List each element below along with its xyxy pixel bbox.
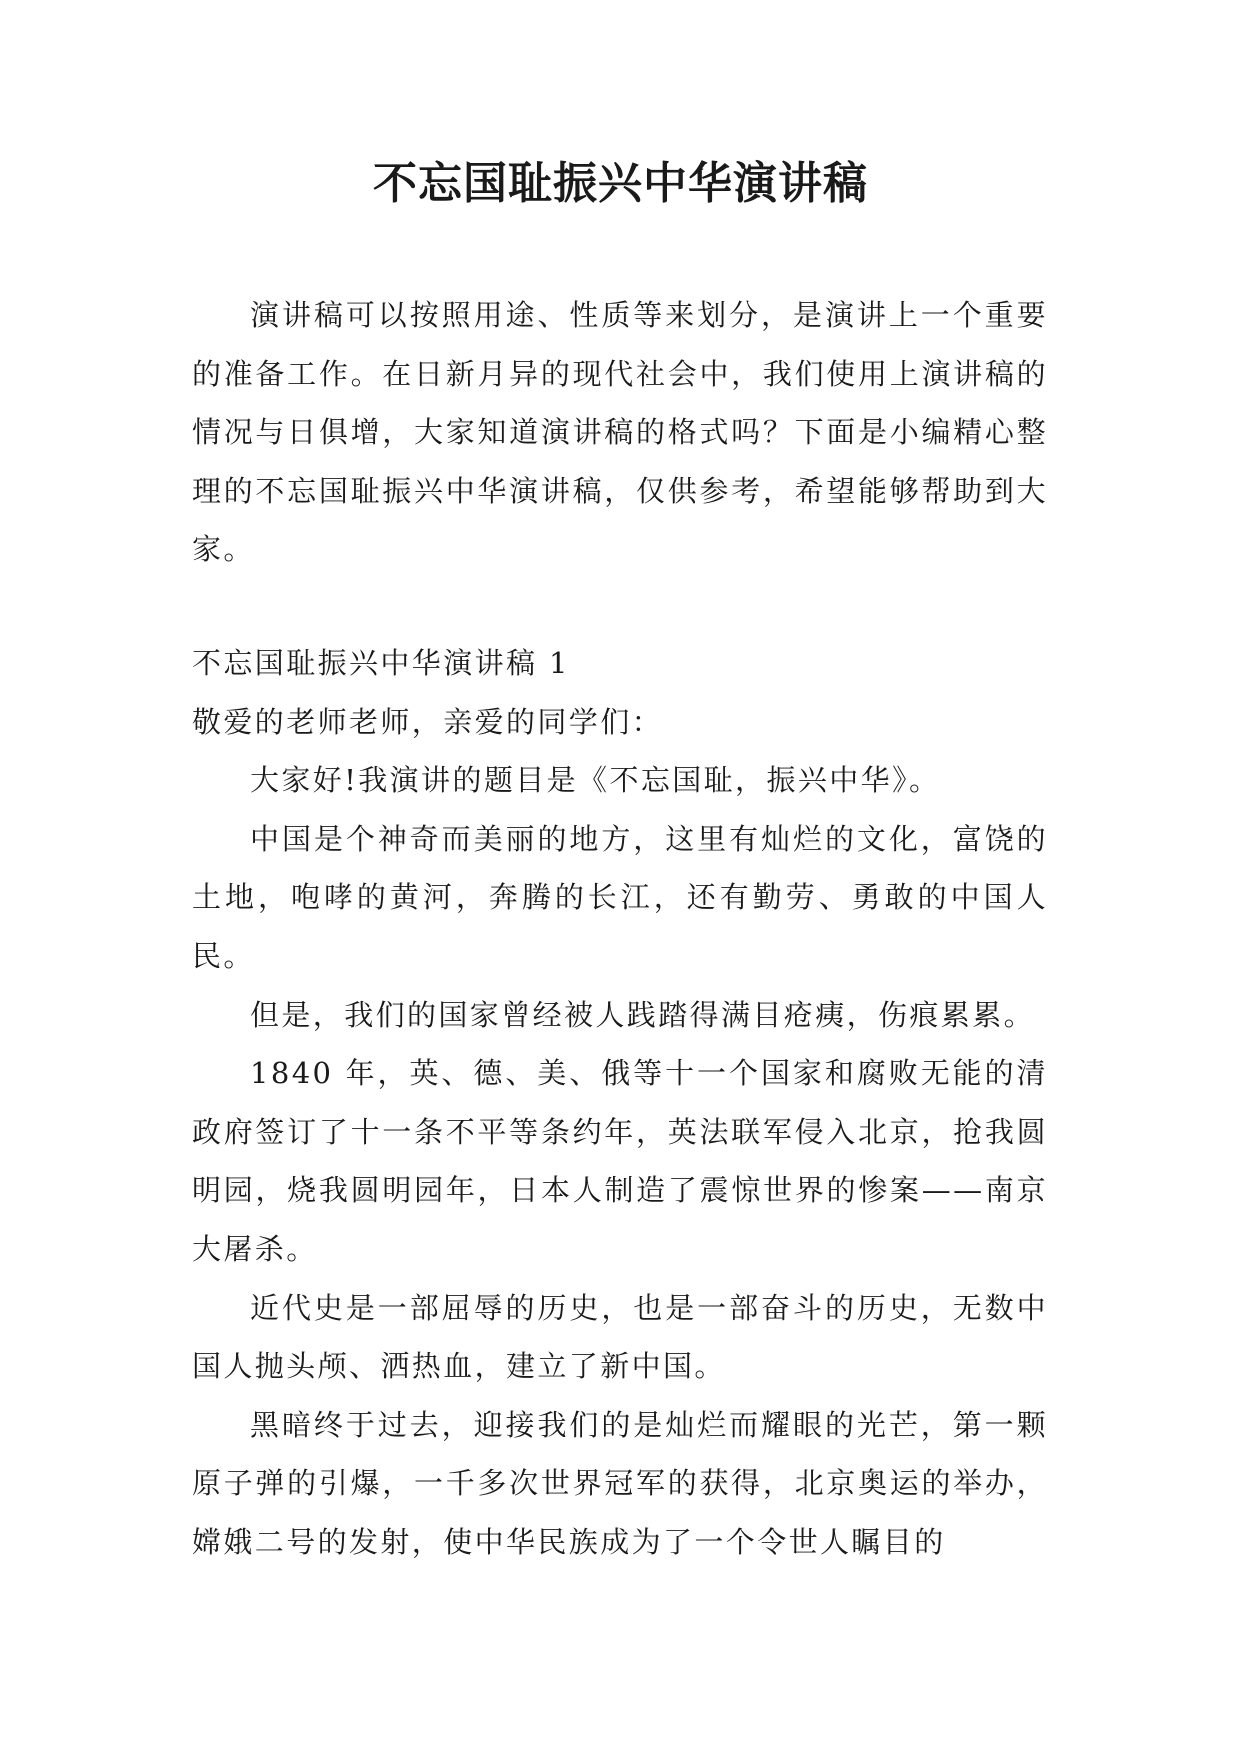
body-paragraph: 1840 年，英、德、美、俄等十一个国家和腐败无能的清政府签订了十一条不平等条约年，英法联军侵入北京，抢我圆明园，烧我圆明园年，日本人制造了震惊世界的惨案——南京大屠杀。 [192, 1056, 1048, 1266]
body-paragraph: 大家好!我演讲的题目是《不忘国耻，振兴中华》。 [250, 763, 941, 798]
intro-section [192, 286, 1048, 579]
body-paragraph: 近代史是一部屈辱的历史，也是一部奋斗的历史，无数中国人抛头颅、洒热血，建立了新中国。 [192, 1290, 1048, 1384]
intro-paragraph: 演讲稿可以按照用途、性质等来划分，是演讲上一个重要的准备工作。在日新月异的现代社会中，我们使用上演讲稿的情况与日俱增，大家知道演讲稿的格式吗？下面是小编精心整理的不忘国耻振兴中华演讲稿，仅供参考，希望能够帮助到大家。 [192, 298, 1048, 567]
speech-section [192, 634, 1048, 1572]
salutation: 敬爱的老师老师，亲爱的同学们： [192, 704, 664, 739]
body-paragraph: 黑暗终于过去，迎接我们的是灿烂而耀眼的光芒，第一颗原子弹的引爆，一千多次世界冠军的获得，北京奥运的举办，嫦娥二号的发射，使中华民族成为了一个令世人瞩目的 [192, 1407, 1048, 1559]
body-paragraph: 但是，我们的国家曾经被人践踏得满目疮痍，伤痕累累。 [250, 997, 1036, 1032]
body-paragraph: 中国是个神奇而美丽的地方，这里有灿烂的文化，富饶的土地，咆哮的黄河，奔腾的长江，还有勤劳、勇敢的中国人民。 [192, 821, 1048, 973]
section-heading: 不忘国耻振兴中华演讲稿 1 [192, 646, 570, 680]
document-title: 不忘国耻振兴中华演讲稿 [373, 158, 868, 209]
